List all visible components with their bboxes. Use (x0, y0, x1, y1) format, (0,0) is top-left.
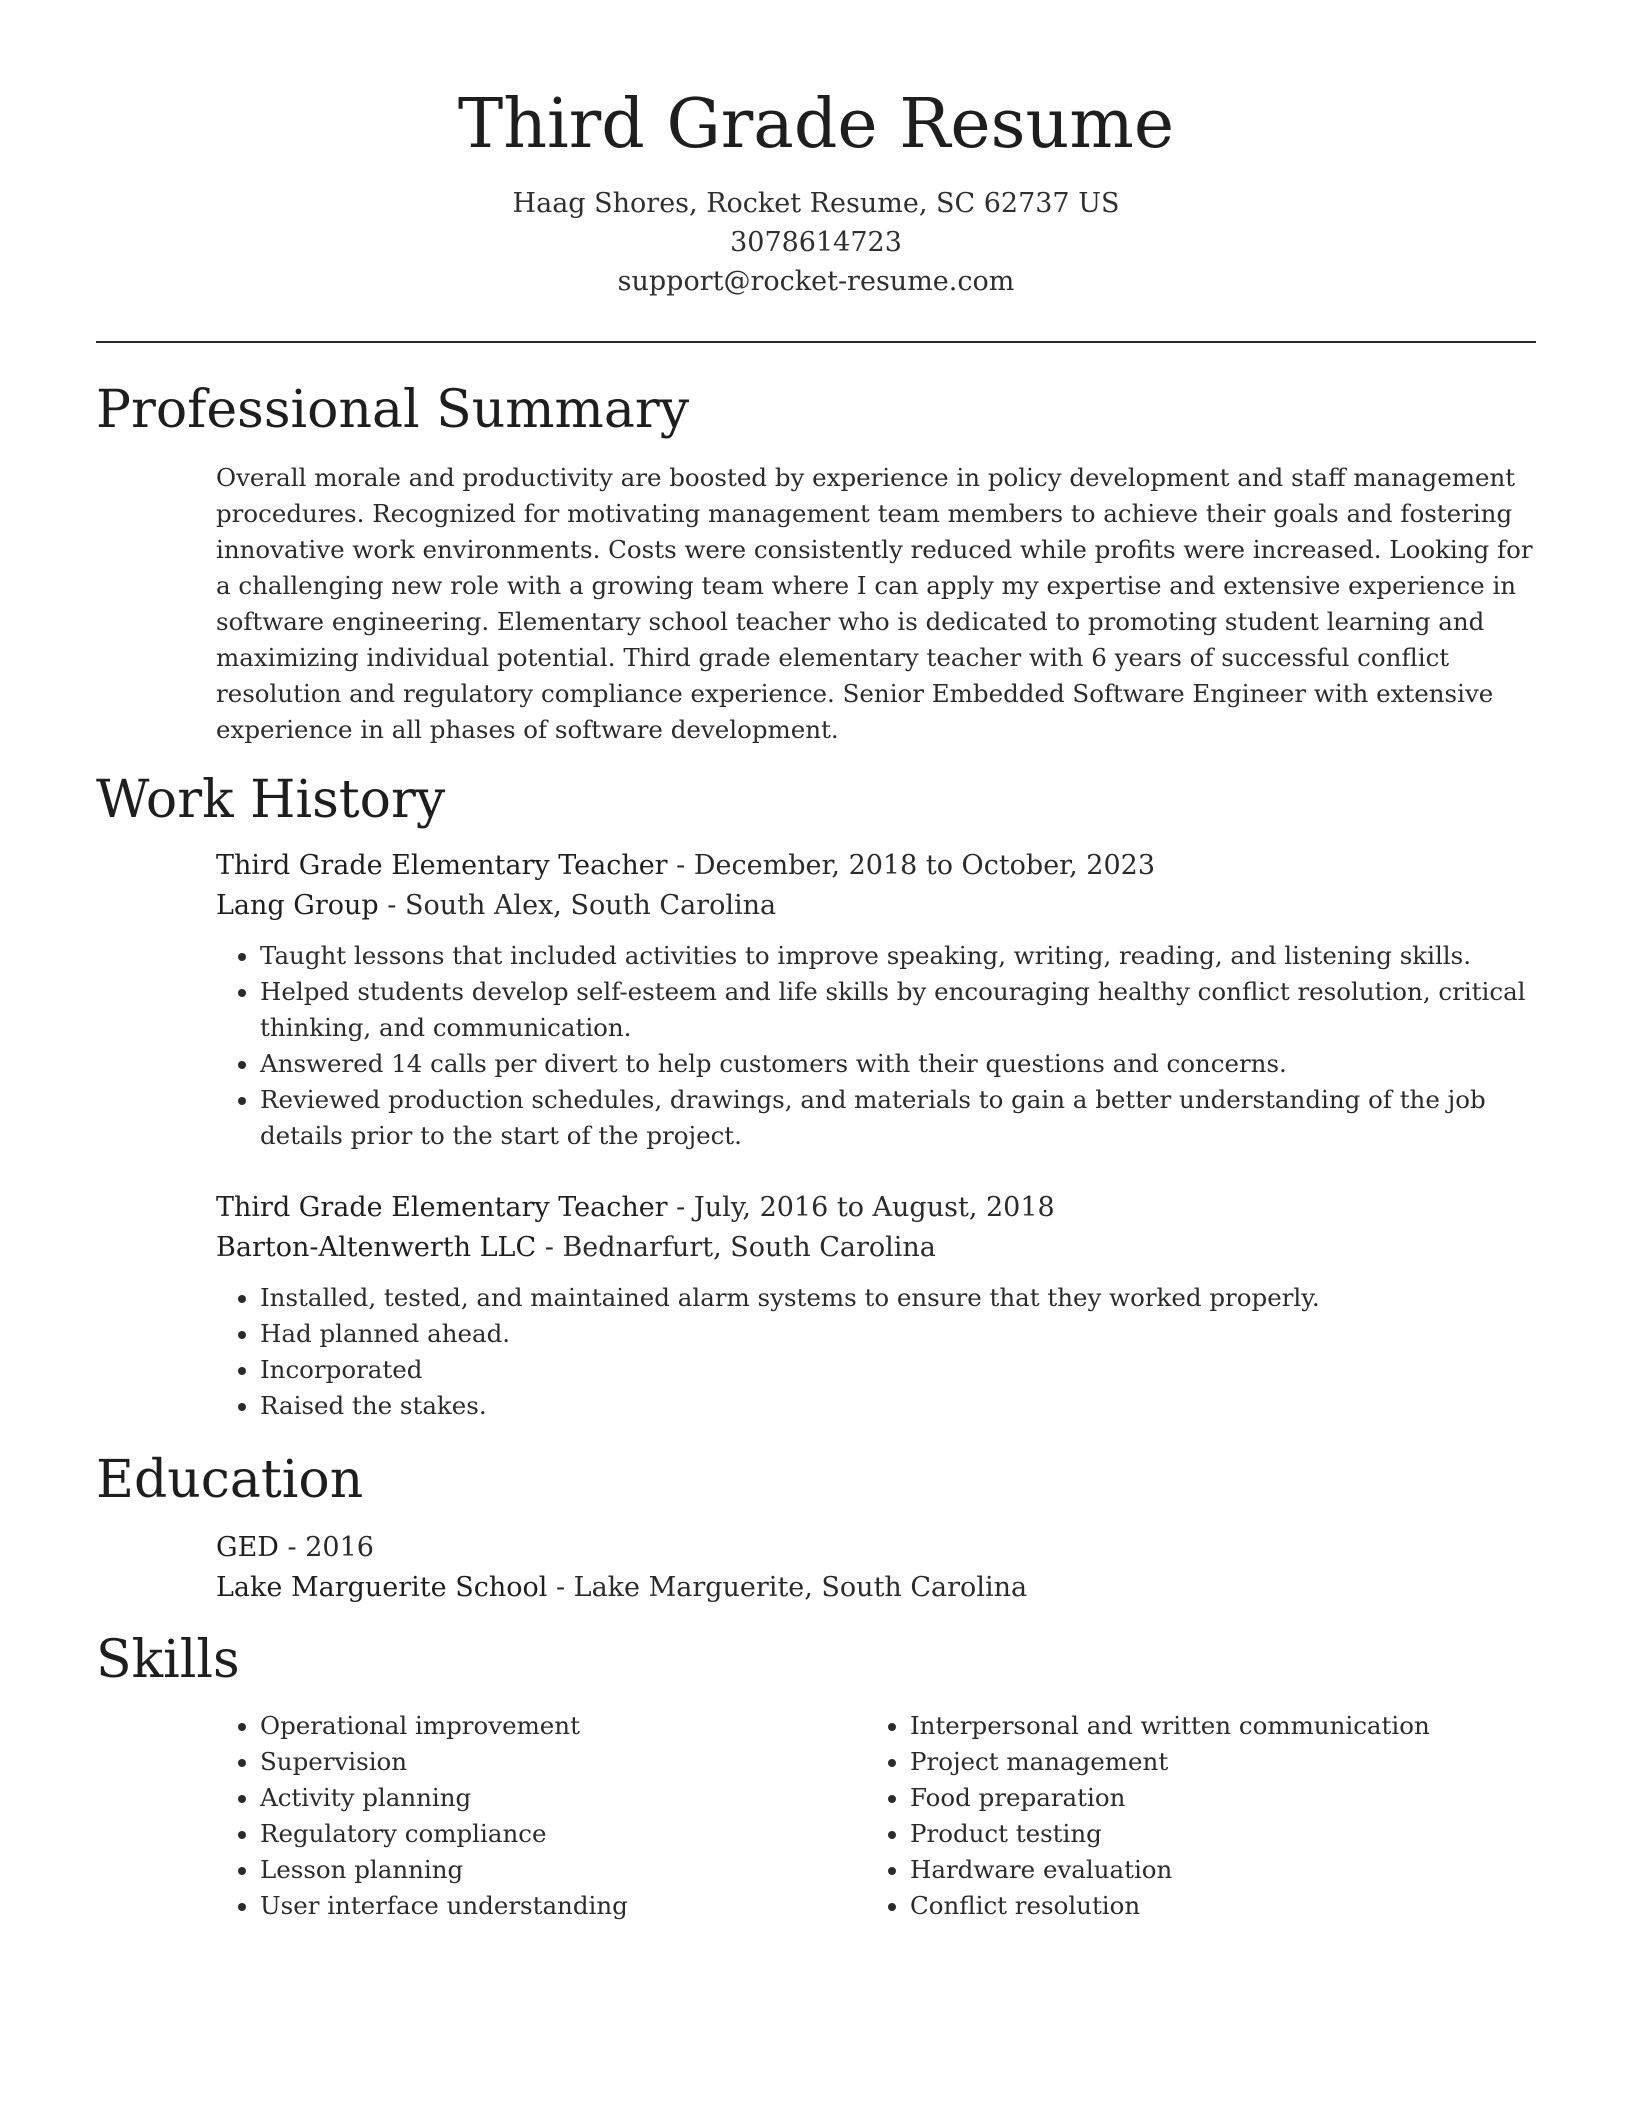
job-role: Third Grade Elementary Teacher (216, 1192, 668, 1223)
job-dates: - December, 2018 to October, 2023 (667, 850, 1156, 881)
skill-item: • User interface understanding (260, 1888, 866, 1924)
skill-item: • Conflict resolution (910, 1888, 1516, 1924)
summary-section (216, 460, 1536, 748)
job-entry (216, 846, 1536, 1154)
job-location: - South Alex, South Carolina (378, 890, 777, 921)
skill-item: • Activity planning (260, 1780, 866, 1816)
job-company-line (216, 1228, 1536, 1268)
job-bullets (216, 1280, 1536, 1424)
skills-columns (216, 1708, 1536, 1924)
resume-header (96, 80, 1536, 301)
skill-item: • Regulatory compliance (260, 1816, 866, 1852)
list-item: • Reviewed production schedules, drawings, and materials to gain a better understanding of the job details prior to the start of the project. (260, 1082, 1536, 1154)
education-location: - Lake Marguerite, South Carolina (547, 1572, 1028, 1603)
job-company: Barton-Altenwerth LLC (216, 1232, 537, 1263)
education-school: Lake Marguerite School (216, 1572, 548, 1603)
skills-column-right (866, 1708, 1516, 1924)
job-role: Third Grade Elementary Teacher (216, 850, 668, 881)
skill-item: • Product testing (910, 1816, 1516, 1852)
skill-item: • Lesson planning (260, 1852, 866, 1888)
skills-heading: Skills (96, 1630, 240, 1690)
skills-list-right (866, 1708, 1516, 1924)
contact-email: support@rocket-resume.com (617, 266, 1015, 297)
education-heading: Education (96, 1450, 364, 1510)
list-item: • Helped students develop self-esteem and life skills by encouraging healthy conflict resolution, critical thinking, and communication. (260, 974, 1536, 1046)
job-title-line (216, 1188, 1536, 1228)
education-school-line (216, 1568, 1536, 1608)
skills-column-left (216, 1708, 866, 1924)
contact-address: Haag Shores, Rocket Resume, SC 62737 US (512, 188, 1120, 219)
education-entry (216, 1528, 1536, 1608)
job-dates: - July, 2016 to August, 2018 (667, 1192, 1055, 1223)
education-year: - 2016 (278, 1532, 374, 1563)
skill-item: • Project management (910, 1744, 1516, 1780)
summary-text: Overall morale and productivity are boosted by experience in policy development and staff management procedures. Recognized for motivating management team members to achieve their goals and fostering innovative work environments. Costs were consistently reduced while profits were increased. Looking for a challenging new role with a growing team where I can apply my expertise and extensive experience in software engineering. Elementary school teacher who is dedicated to promoting student learning and maximizing individual potential. Third grade elementary teacher with 6 years of successful conflict resolution and regulatory compliance experience. Senior Embedded Software Engineer with extensive experience in all phases of software development. (216, 463, 1533, 744)
skills-list-left (216, 1708, 866, 1924)
summary-heading: Professional Summary (96, 380, 690, 440)
skill-item: • Supervision (260, 1744, 866, 1780)
skill-item: • Food preparation (910, 1780, 1516, 1816)
list-item: • Raised the stakes. (260, 1388, 1536, 1424)
contact-phone: 3078614723 (730, 227, 902, 258)
job-location: - Bednarfurt, South Carolina (536, 1232, 936, 1263)
list-item: • Answered 14 calls per divert to help customers with their questions and concerns. (260, 1046, 1536, 1082)
list-item: • Had planned ahead. (260, 1316, 1536, 1352)
job-bullets (216, 938, 1536, 1154)
contact-block (96, 184, 1536, 301)
resume-name: Third Grade Resume (457, 85, 1175, 164)
list-item: • Installed, tested, and maintained alarm systems to ensure that they worked properly. (260, 1280, 1536, 1316)
skill-item: • Interpersonal and written communication (910, 1708, 1516, 1744)
education-degree-line (216, 1528, 1536, 1568)
list-item: • Taught lessons that included activities to improve speaking, writing, reading, and listening skills. (260, 938, 1536, 974)
header-divider (96, 341, 1536, 343)
education-degree: GED (216, 1532, 279, 1563)
job-company-line (216, 886, 1536, 926)
skill-item: • Operational improvement (260, 1708, 866, 1744)
job-company: Lang Group (216, 890, 379, 921)
skill-item: • Hardware evaluation (910, 1852, 1516, 1888)
work-history-heading: Work History (96, 770, 446, 830)
skills-section (216, 1708, 1536, 1924)
list-item: • Incorporated (260, 1352, 1536, 1388)
job-title-line (216, 846, 1536, 886)
job-entry (216, 1188, 1536, 1424)
